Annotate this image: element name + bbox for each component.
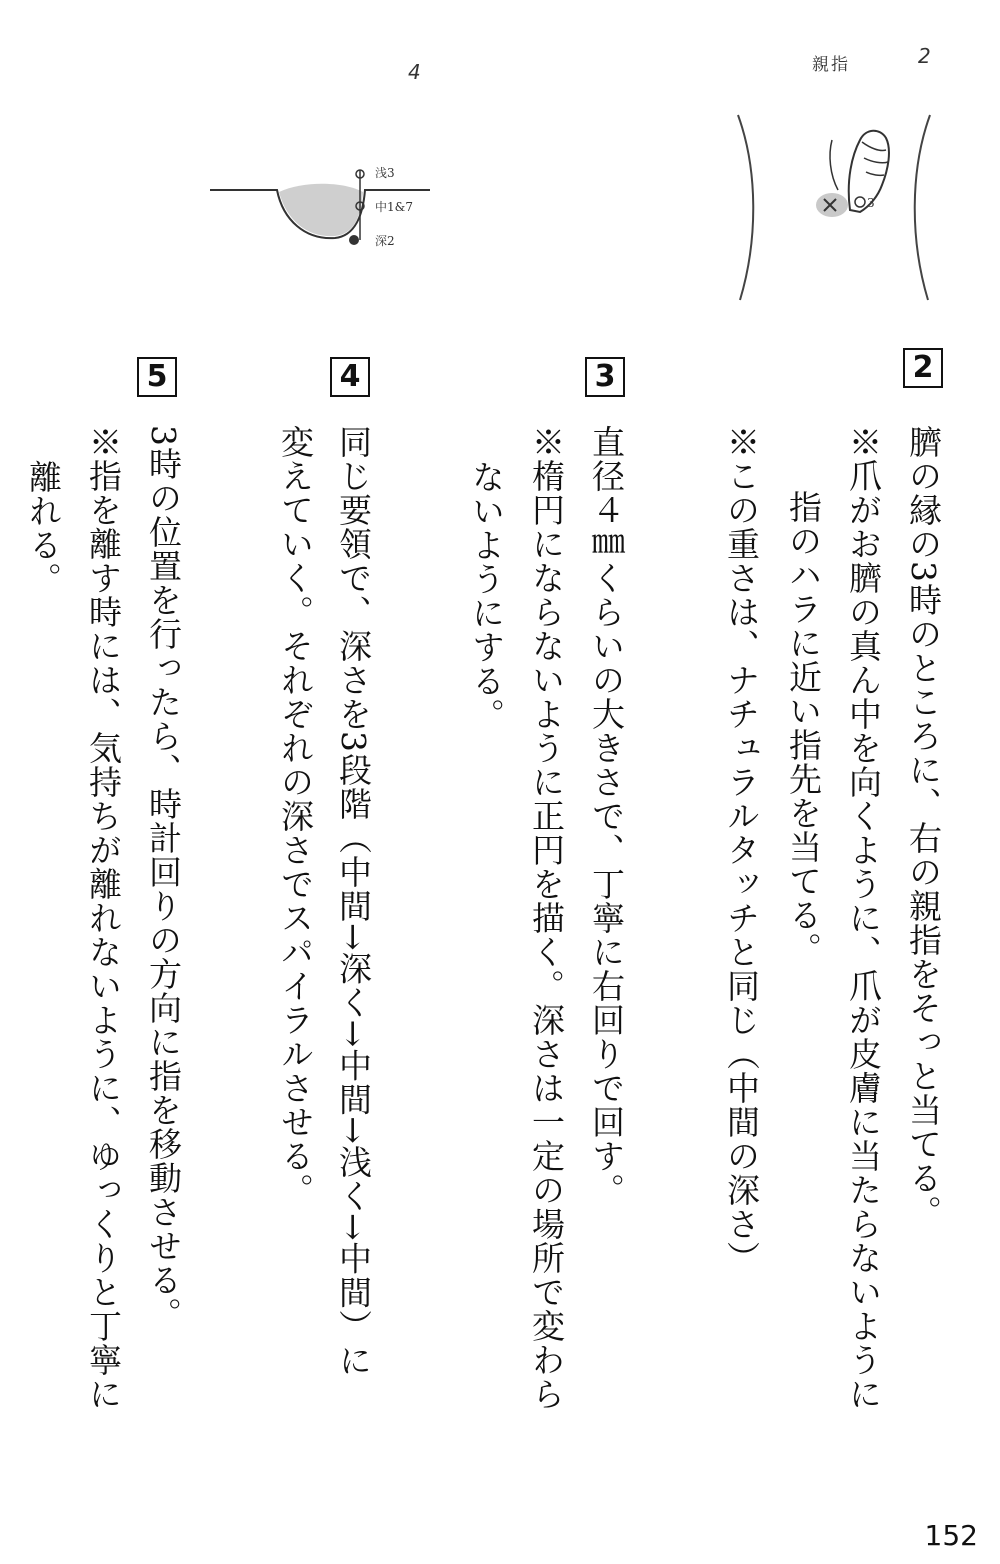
step-number-4: 4	[330, 357, 370, 397]
depth-label-middle: 中1&7	[375, 200, 413, 214]
step-number-2: 2	[903, 348, 943, 388]
thumb-on-navel-sketch	[720, 100, 950, 310]
figure-number: 2	[918, 44, 931, 68]
text-column: ※指を離す時には、気持ちが離れないように、ゆっくりと丁寧に	[84, 425, 123, 1411]
text-column: 指のハラに近い指先を当てる。	[784, 490, 823, 966]
text-column: 3時の位置を行ったら、時計回りの方向に指を移動させる。	[144, 425, 183, 1331]
text-column: 直径４㎜くらいの大きさで、丁寧に右回りで回す。	[587, 425, 626, 1207]
step-number-5: 5	[137, 357, 177, 397]
text-column: 同じ要領で、深さを3段階（中間→深く→中間→浅く→中間）に	[334, 425, 373, 1378]
text-column: 離れる。	[24, 460, 63, 596]
text-column: ※楕円にならないように正円を描く。深さは一定の場所で変わら	[527, 425, 566, 1411]
text-column: ないようにする。	[467, 460, 506, 732]
text-column: ※この重さは、ナチュラルタッチと同じ（中間の深さ）	[722, 425, 761, 1275]
figure-number: 4	[408, 60, 421, 84]
page-number: 152	[924, 1519, 978, 1552]
depth-label-shallow: 浅3	[375, 166, 395, 180]
text-column: ※爪がお臍の真ん中を向くように、爪が皮膚に当たらないように	[844, 425, 883, 1411]
step-number-3: 3	[585, 357, 625, 397]
depth-label-deep: 深2	[375, 234, 395, 248]
figure-caption: 親指	[812, 55, 850, 75]
text-column: 臍の縁の3時のところに、右の親指をそっと当てる。	[904, 425, 943, 1229]
navel-shade	[816, 193, 848, 217]
text-column: 変えていく。それぞれの深さでスパイラルさせる。	[276, 425, 315, 1207]
figure-mark-label: 3	[867, 196, 875, 210]
